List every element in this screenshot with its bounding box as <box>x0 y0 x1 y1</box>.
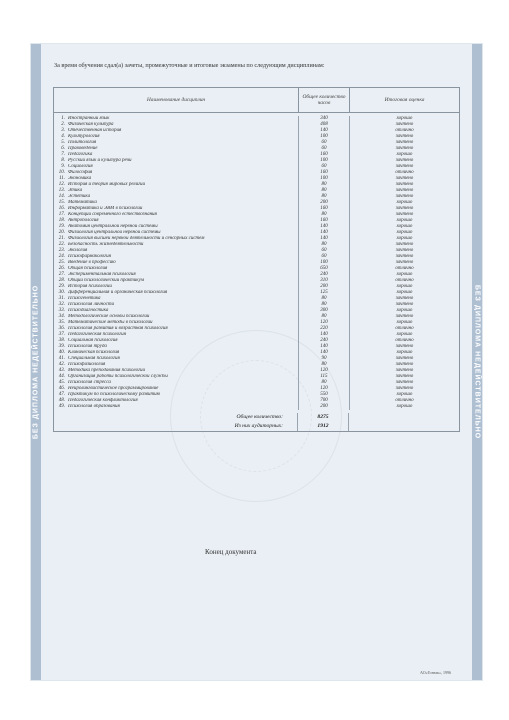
discipline-grade: хорошо <box>396 200 413 205</box>
discipline-grade: зачтено <box>395 314 414 319</box>
discipline-name: Практикум по психологическому развитию <box>68 392 299 398</box>
discipline-grade: зачтено <box>395 134 414 139</box>
row-number: 2. <box>61 122 65 127</box>
discipline-hours: 310 <box>299 278 350 284</box>
discipline-name: Этика <box>68 188 299 194</box>
discipline-name: Русский язык и культура речи <box>68 158 299 164</box>
discipline-name: Организация работы психологической службы <box>68 374 299 380</box>
discipline-name: Нейролингвистическое программирование <box>68 386 299 392</box>
discipline-name: Математические методы в психологии <box>68 320 299 326</box>
discipline-grade: хорошо <box>396 332 413 337</box>
discipline-name: Экономика <box>68 176 299 182</box>
auditorium-row <box>54 422 459 431</box>
discipline-grade: хорошо <box>396 350 413 355</box>
row-number: 20. <box>58 230 65 235</box>
row-number: 7. <box>61 152 65 157</box>
discipline-name: Методологические основы психологии <box>68 314 299 320</box>
row-number: 19. <box>58 224 65 229</box>
discipline-hours: 100 <box>299 176 350 182</box>
discipline-grade: хорошо <box>396 152 413 157</box>
discipline-hours: 120 <box>299 320 350 326</box>
row-number: 3. <box>61 128 65 133</box>
discipline-hours: 140 <box>299 332 350 338</box>
discipline-hours: 240 <box>299 272 350 278</box>
row-number: 10. <box>58 170 65 175</box>
total-row <box>54 413 459 422</box>
row-number: 48. <box>58 398 65 403</box>
discipline-hours: 120 <box>299 368 350 374</box>
discipline-hours: 240 <box>299 338 350 344</box>
discipline-grade: зачтено <box>395 206 414 211</box>
discipline-grade: хорошо <box>396 320 413 325</box>
row-number: 40. <box>58 350 65 355</box>
discipline-name: Социальная психология <box>68 338 299 344</box>
discipline-hours: 340 <box>299 116 350 122</box>
discipline-hours: 125 <box>299 290 350 296</box>
discipline-grade: зачтено <box>395 146 414 151</box>
row-number: 26. <box>58 266 65 271</box>
discipline-hours: 80 <box>299 296 350 302</box>
discipline-hours: 60 <box>299 164 350 170</box>
discipline-hours: 650 <box>299 266 350 272</box>
row-number: 1. <box>61 116 65 121</box>
discipline-name: Информатика и ЭВМ в психологии <box>68 206 299 212</box>
row-number: 22. <box>58 242 65 247</box>
discipline-hours: 115 <box>299 374 350 380</box>
discipline-grade: зачтено <box>395 296 414 301</box>
row-number: 6. <box>61 146 65 151</box>
discipline-name: Эстетика <box>68 194 299 200</box>
discipline-hours: 90 <box>299 356 350 362</box>
discipline-grade: зачтено <box>395 182 414 187</box>
row-number: 21. <box>58 236 65 241</box>
row-number: 16. <box>58 206 65 211</box>
discipline-grade: хорошо <box>396 236 413 241</box>
discipline-grade: хорошо <box>396 218 413 223</box>
discipline-hours: 60 <box>299 254 350 260</box>
discipline-name: Культурология <box>68 134 299 140</box>
discipline-grade: хорошо <box>396 116 413 121</box>
discipline-grade: зачтено <box>395 158 414 163</box>
row-number: 41. <box>58 356 65 361</box>
discipline-hours: 160 <box>299 218 350 224</box>
discipline-grade: отлично <box>395 338 414 343</box>
discipline-name: Психология стресса <box>68 380 299 386</box>
auditorium-value: 1912 <box>298 422 349 431</box>
discipline-name: Общий психологический практикум <box>68 278 299 284</box>
disciplines-table <box>53 87 460 432</box>
discipline-grade: хорошо <box>396 308 413 313</box>
discipline-name: Экспериментальная психология <box>68 272 299 278</box>
row-number: 30. <box>58 290 65 295</box>
discipline-grade: хорошо <box>396 404 413 409</box>
row-number: 44. <box>58 374 65 379</box>
discipline-name: История и теория мировых религий <box>68 182 299 188</box>
discipline-hours: 60 <box>299 140 350 146</box>
discipline-hours: 200 <box>299 284 350 290</box>
row-number: 5. <box>61 140 65 145</box>
discipline-grade: зачтено <box>395 362 414 367</box>
discipline-hours: 140 <box>299 224 350 230</box>
discipline-name: Методика преподавания психологии <box>68 368 299 374</box>
discipline-grade: зачтено <box>395 356 414 361</box>
discipline-name: Социология <box>68 164 299 170</box>
discipline-name: Физическая культура <box>68 122 299 128</box>
discipline-hours: 80 <box>299 314 350 320</box>
discipline-hours: 100 <box>299 158 350 164</box>
discipline-name: Психодиагностика <box>68 308 299 314</box>
discipline-name: Политология <box>68 140 299 146</box>
total-value: 8275 <box>298 413 349 422</box>
discipline-grade: зачтено <box>395 368 414 373</box>
discipline-name: Философия <box>68 170 299 176</box>
discipline-hours: 100 <box>299 134 350 140</box>
header-discipline: Наименование дисциплин <box>54 88 299 112</box>
discipline-name: Психология развития и возрастная психология <box>68 326 299 332</box>
discipline-hours: 80 <box>299 194 350 200</box>
table-body <box>54 116 459 410</box>
discipline-name: Экология <box>68 248 299 254</box>
discipline-hours: 550 <box>299 392 350 398</box>
discipline-name: Педагогика <box>68 152 299 158</box>
row-number: 15. <box>58 200 65 205</box>
row-number: 27. <box>58 272 65 277</box>
row-number: 14. <box>58 194 65 199</box>
discipline-hours: 200 <box>299 404 350 410</box>
discipline-name: Введение в профессию <box>68 260 299 266</box>
discipline-hours: 140 <box>299 236 350 242</box>
row-number: 39. <box>58 344 65 349</box>
discipline-hours: 140 <box>299 344 350 350</box>
discipline-grade: зачтено <box>395 242 414 247</box>
discipline-name: Специальная психология <box>68 356 299 362</box>
discipline-grade: отлично <box>395 170 414 175</box>
discipline-hours: 140 <box>299 230 350 236</box>
discipline-name: Психофизиология <box>68 362 299 368</box>
discipline-grade: отлично <box>395 326 414 331</box>
discipline-grade: хорошо <box>396 230 413 235</box>
discipline-name: История психологии <box>68 284 299 290</box>
discipline-hours: 140 <box>299 350 350 356</box>
row-number: 28. <box>58 278 65 283</box>
discipline-grade: хорошо <box>396 284 413 289</box>
auditorium-empty-cell <box>349 422 459 431</box>
row-number: 18. <box>58 218 65 223</box>
row-number: 42. <box>58 362 65 367</box>
discipline-hours: 200 <box>299 200 350 206</box>
row-number: 37. <box>58 332 65 337</box>
header-hours: Общее количество часов <box>299 88 350 112</box>
discipline-grade: зачтено <box>395 254 414 259</box>
discipline-hours: 160 <box>299 206 350 212</box>
discipline-name: Клиническая психология <box>68 350 299 356</box>
discipline-name: Отечественная история <box>68 128 299 134</box>
discipline-hours: 80 <box>299 242 350 248</box>
left-watermark-text: БЕЗ ДИПЛОМА НЕДЕЙСТВИТЕЛЬНО <box>32 284 40 440</box>
discipline-name: Дифференциальная и органическая психология <box>68 290 299 296</box>
right-watermark-text: БЕЗ ДИПЛОМА НЕДЕЙСТВИТЕЛЬНО <box>473 284 481 440</box>
discipline-grade: зачтено <box>395 344 414 349</box>
row-number: 33. <box>58 308 65 313</box>
row-number: 29. <box>58 284 65 289</box>
row-number: 11. <box>59 176 65 181</box>
header-grade: Итоговая оценка <box>384 97 425 103</box>
auditorium-label: Из них аудиторных: <box>54 422 298 431</box>
discipline-name: Психология труда <box>68 344 299 350</box>
discipline-grade: зачтено <box>395 194 414 199</box>
row-number: 12. <box>58 182 65 187</box>
discipline-hours: 100 <box>299 260 350 266</box>
discipline-name: Иностранный язык <box>68 116 299 122</box>
discipline-name: Психология образования <box>68 404 299 410</box>
discipline-hours: 160 <box>299 152 350 158</box>
discipline-hours: 120 <box>299 386 350 392</box>
row-number: 25. <box>58 260 65 265</box>
row-number: 32. <box>58 302 65 307</box>
row-number: 31. <box>58 296 65 301</box>
total-label: Общее количество: <box>54 413 298 422</box>
discipline-grade: отлично <box>395 398 414 403</box>
discipline-grade: зачтено <box>395 374 414 379</box>
discipline-grade: зачтено <box>395 140 414 145</box>
discipline-grade: отлично <box>395 278 414 283</box>
discipline-name: Математика <box>68 200 299 206</box>
discipline-grade: зачтено <box>395 188 414 193</box>
printer-imprint: АО«Гознак», 1996 <box>420 670 451 675</box>
row-number: 43. <box>58 368 65 373</box>
discipline-name: Общая психология <box>68 266 299 272</box>
discipline-name: Психогенетика <box>68 296 299 302</box>
row-number: 38. <box>58 338 65 343</box>
discipline-hours: 80 <box>299 182 350 188</box>
intro-text: За время обучения сдал(а) зачеты, промежуточные и итоговые экзамены по следующим дисциплинам: <box>54 62 325 69</box>
end-of-document-text: Конец документа <box>205 548 257 556</box>
discipline-hours: 60 <box>299 248 350 254</box>
discipline-name: Педагогическая психология <box>68 332 299 338</box>
table-header <box>54 88 459 113</box>
discipline-name: Педагогическая конфликтология <box>68 398 299 404</box>
row-number: 47. <box>58 392 65 397</box>
discipline-grade: зачтено <box>395 380 414 385</box>
discipline-grade: хорошо <box>396 272 413 277</box>
row-number: 9. <box>61 164 65 169</box>
discipline-name: Правоведение <box>68 146 299 152</box>
row-number: 46. <box>58 386 65 391</box>
discipline-grade: зачтено <box>395 386 414 391</box>
discipline-name: Безопасность жизнедеятельности <box>68 242 299 248</box>
discipline-name: Концепции современного естествознания <box>68 212 299 218</box>
discipline-grade: хорошо <box>396 224 413 229</box>
row-number: 49. <box>58 404 65 409</box>
discipline-grade: отлично <box>395 128 414 133</box>
discipline-grade: зачтено <box>395 164 414 169</box>
discipline-grade: зачтено <box>395 212 414 217</box>
discipline-hours: 80 <box>299 362 350 368</box>
discipline-hours: 220 <box>299 326 350 332</box>
row-number: 13. <box>58 188 65 193</box>
discipline-hours: 80 <box>299 188 350 194</box>
total-empty-cell <box>349 413 459 422</box>
discipline-hours: 700 <box>299 398 350 404</box>
discipline-grade: хорошо <box>396 392 413 397</box>
discipline-hours: 80 <box>299 212 350 218</box>
discipline-hours: 60 <box>299 146 350 152</box>
discipline-hours: 300 <box>299 308 350 314</box>
row-number: 17. <box>58 212 65 217</box>
row-number: 45. <box>58 380 65 385</box>
table-row <box>54 404 459 410</box>
discipline-hours: 140 <box>299 128 350 134</box>
discipline-grade: зачтено <box>395 176 414 181</box>
discipline-name: Анатомия центральной нервной системы <box>68 224 299 230</box>
discipline-grade: зачтено <box>395 260 414 265</box>
discipline-hours: 80 <box>299 302 350 308</box>
discipline-name: Психофармакология <box>68 254 299 260</box>
row-number: 4. <box>61 134 65 139</box>
discipline-grade: отлично <box>395 266 414 271</box>
row-number: 36. <box>58 326 65 331</box>
row-number: 24. <box>58 254 65 259</box>
discipline-grade: зачтено <box>395 248 414 253</box>
row-number: 35. <box>58 320 65 325</box>
discipline-hours: 80 <box>299 380 350 386</box>
discipline-name: Психология личности <box>68 302 299 308</box>
discipline-name: Физиология высшей нервной деятельности и сенсорных систем <box>68 236 299 242</box>
discipline-grade: хорошо <box>396 290 413 295</box>
discipline-hours: 408 <box>299 122 350 128</box>
discipline-hours: 160 <box>299 170 350 176</box>
row-number: 23. <box>58 248 65 253</box>
discipline-name: Физиология центральной нервной системы <box>68 230 299 236</box>
discipline-grade: зачтено <box>395 302 414 307</box>
row-number: 8. <box>61 158 65 163</box>
discipline-name: Антропология <box>68 218 299 224</box>
row-number: 34. <box>58 314 65 319</box>
discipline-grade: зачтено <box>395 122 414 127</box>
